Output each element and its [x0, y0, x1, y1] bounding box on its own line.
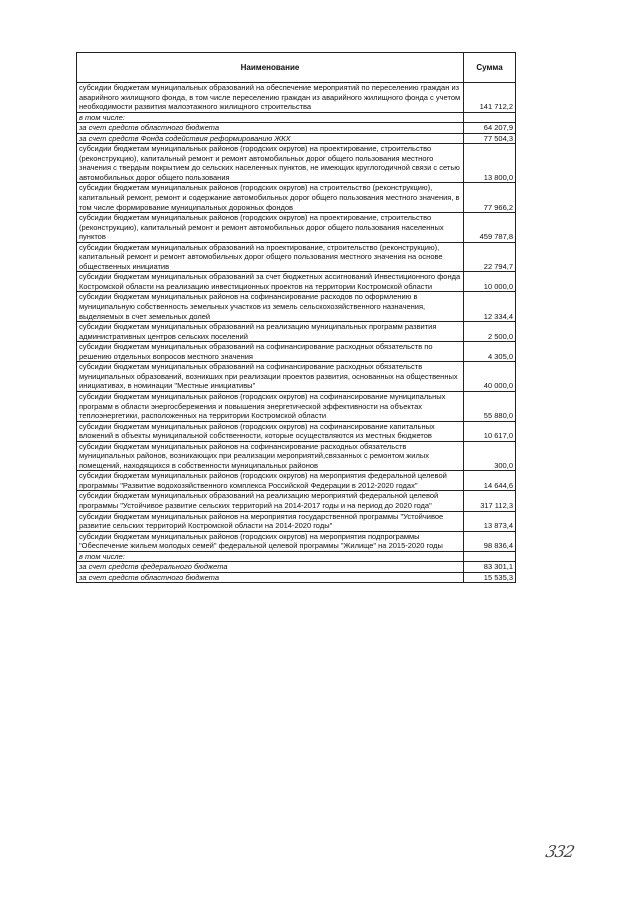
table-row — [77, 362, 516, 392]
row-sum-cell: 10 000,0 — [464, 272, 516, 292]
table-row — [77, 572, 516, 583]
row-name-cell: субсидии бюджетам муниципальных образований на проектирование, строительство (реконструкцию), капитальный ремонт и ремонт автомобильных дорог общего пользования местного значения на основе общественных инициатив — [77, 242, 464, 272]
row-name-cell: субсидии бюджетам муниципальных образований за счет бюджетных ассигнований Инвестиционного фонда Костромской области на реализацию инвестиционных проектов на территории Костромской области — [77, 272, 464, 292]
row-name-cell: в том числе: — [77, 551, 464, 562]
row-sum-cell — [464, 112, 516, 123]
row-sum-cell: 98 836,4 — [464, 531, 516, 551]
row-sum-cell: 55 880,0 — [464, 391, 516, 421]
row-name-cell: субсидии бюджетам муниципальных районов (городских округов) на строительство (реконструкцию), капитальный ремонт, ремонт и содержание автомобильных дорог общего пользования местного значения, в том числе формирование муниципальных дорожных фондов — [77, 183, 464, 213]
row-sum-cell: 4 305,0 — [464, 342, 516, 362]
row-name-cell: субсидии бюджетам муниципальных образований на реализацию муниципальных программ развития административных центров сельских поселений — [77, 322, 464, 342]
table-row — [77, 551, 516, 562]
row-sum-cell: 77 504,3 — [464, 133, 516, 144]
table-row — [77, 272, 516, 292]
row-name-cell: субсидии бюджетам муниципальных районов на софинансирование расходов по оформлению в муниципальную собственность земельных участков из земель сельскохозяйственного назначения, выделяемых в счет земельных долей — [77, 292, 464, 322]
table-row — [77, 322, 516, 342]
row-name-cell: субсидии бюджетам муниципальных образований на софинансирование расходных обязательств муниципальных образований, возникших при реализации проектов развития, основанных на общественных инициативах, в номинации "Местные инициативы" — [77, 362, 464, 392]
handwritten-page-number: 332 — [543, 842, 576, 861]
row-sum-cell: 13 800,0 — [464, 144, 516, 183]
table-row — [77, 112, 516, 123]
row-name-cell: за счет средств Фонда содействия реформированию ЖКХ — [77, 133, 464, 144]
table-row — [77, 242, 516, 272]
row-name-cell: субсидии бюджетам муниципальных районов на софинансирование расходных обязательств муниципальных районов, возникающих при реализации мероприятий,связанных с ремонтом жилых помещений, находящихся в собственности муниципальных районов — [77, 441, 464, 471]
row-name-cell: за счет средств федерального бюджета — [77, 562, 464, 573]
table-body — [77, 83, 516, 583]
row-sum-cell: 141 712,2 — [464, 83, 516, 113]
table-row — [77, 391, 516, 421]
row-name-cell: субсидии бюджетам муниципальных образований на софинансирование расходных обязательств по решению отдельных вопросов местного значения — [77, 342, 464, 362]
table-row — [77, 531, 516, 551]
table-row — [77, 491, 516, 511]
row-sum-cell: 2 500,0 — [464, 322, 516, 342]
row-sum-cell: 77 966,2 — [464, 183, 516, 213]
row-name-cell: субсидии бюджетам муниципальных районов (городских округов) на мероприятия федеральной целевой программы "Развитие водохозяйственного комплекса Российской Федерации в 2012-2020 годах" — [77, 471, 464, 491]
table-row — [77, 123, 516, 134]
table-row — [77, 292, 516, 322]
row-name-cell: субсидии бюджетам муниципальных образований на реализацию мероприятий федеральной целевой программы "Устойчивое развитие сельских территорий на 2014-2017 годы и на период до 2020 года" — [77, 491, 464, 511]
column-header-sum: Сумма — [464, 53, 516, 83]
budget-table — [76, 52, 516, 583]
table-header-row — [77, 53, 516, 83]
row-name-cell: субсидии бюджетам муниципальных районов на мероприятия государственной программы "Устойчивое развитие сельских территорий Костромской области на 2014-2020 годы" — [77, 511, 464, 531]
column-header-name: Наименование — [77, 53, 464, 83]
row-sum-cell: 317 112,3 — [464, 491, 516, 511]
table-row — [77, 183, 516, 213]
table-row — [77, 213, 516, 243]
row-sum-cell: 14 644,6 — [464, 471, 516, 491]
row-sum-cell: 40 000,0 — [464, 362, 516, 392]
row-sum-cell: 22 794,7 — [464, 242, 516, 272]
table-row — [77, 144, 516, 183]
table-row — [77, 342, 516, 362]
budget-table-container — [76, 52, 515, 583]
table-row — [77, 83, 516, 113]
row-sum-cell: 459 787,8 — [464, 213, 516, 243]
table-row — [77, 421, 516, 441]
row-name-cell: субсидии бюджетам муниципальных образований на обеспечение мероприятий по переселению граждан из аварийного жилищного фонда, в том числе переселению граждан из аварийного жилищного фонда с учетом необходимости развития малоэтажного жилищного строительства — [77, 83, 464, 113]
row-name-cell: субсидии бюджетам муниципальных районов (городских округов) на софинансирование муниципальных программ в области энергосбережения и повышения энергетической эффективности на объектах теплоэнергетики, расположенных на территории Костромской области — [77, 391, 464, 421]
row-name-cell: субсидии бюджетам муниципальных районов (городских округов) на софинансирование капитальных вложений в объекты муниципальной собственности, которые осуществляются из местных бюджетов — [77, 421, 464, 441]
row-sum-cell — [464, 551, 516, 562]
row-name-cell: субсидии бюджетам муниципальных районов (городских округов) на мероприятия подпрограммы "Обеспечение жильем молодых семей" федеральной целевой программы "Жилище" на 2015-2020 годы — [77, 531, 464, 551]
table-row — [77, 562, 516, 573]
row-sum-cell: 64 207,9 — [464, 123, 516, 134]
row-sum-cell: 13 873,4 — [464, 511, 516, 531]
table-row — [77, 471, 516, 491]
table-row — [77, 133, 516, 144]
table-row — [77, 441, 516, 471]
row-name-cell: за счет средств областного бюджета — [77, 123, 464, 134]
row-name-cell: в том числе: — [77, 112, 464, 123]
row-sum-cell: 300,0 — [464, 441, 516, 471]
row-sum-cell: 83 301,1 — [464, 562, 516, 573]
row-sum-cell: 10 617,0 — [464, 421, 516, 441]
row-sum-cell: 15 535,3 — [464, 572, 516, 583]
table-row — [77, 511, 516, 531]
row-name-cell: за счет средств областного бюджета — [77, 572, 464, 583]
row-name-cell: субсидии бюджетам муниципальных районов (городских округов) на проектирование, строительство (реконструкцию), капитальный ремонт и ремонт автомобильных дорог общего пользования местного значения с твердым покрытием до сельских населенных пунктов, не имеющих круглогодичной связи с сетью автомобильных дорог общего пользования — [77, 144, 464, 183]
row-sum-cell: 12 334,4 — [464, 292, 516, 322]
row-name-cell: субсидии бюджетам муниципальных районов (городских округов) на проектирование, строительство (реконструкцию), капитальный ремонт и ремонт автомобильных дорог общего пользования населенных пунктов — [77, 213, 464, 243]
